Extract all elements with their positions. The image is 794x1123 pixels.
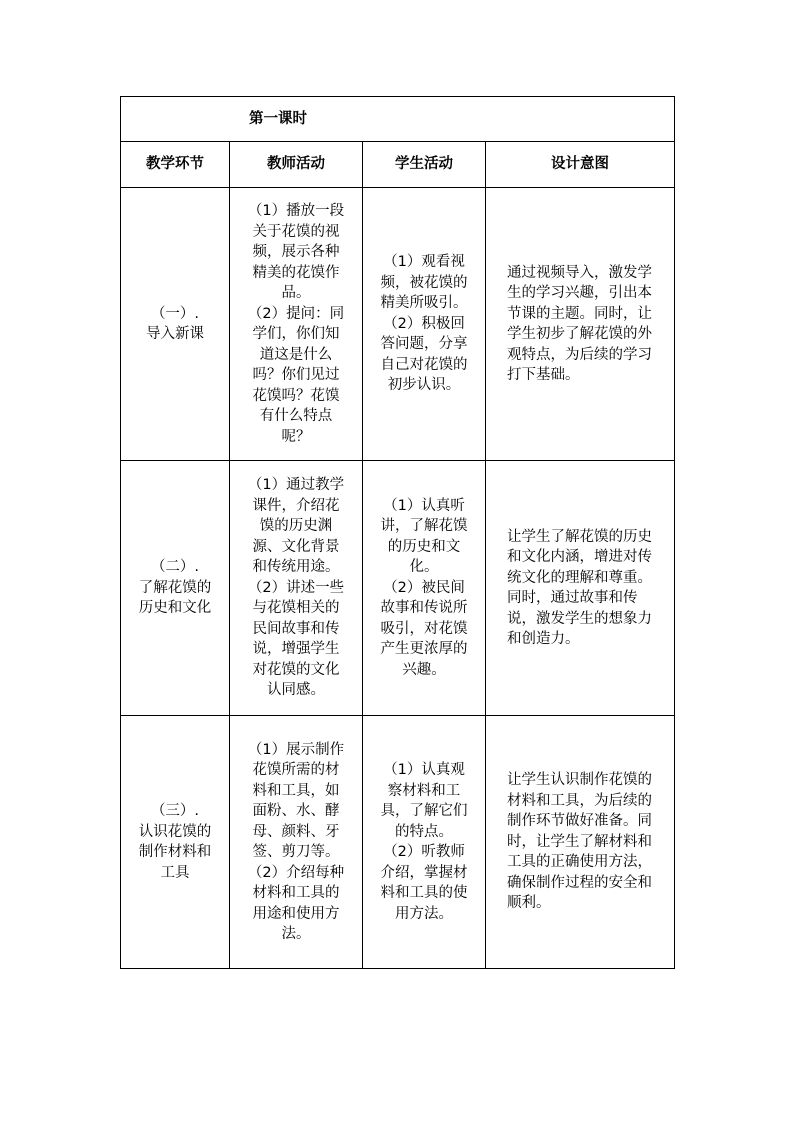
student-activity-item: （1）认真听讲，了解花馍的历史和文化。 bbox=[380, 497, 468, 576]
header-student: 学生活动 bbox=[363, 142, 486, 188]
student-activity-item: （2）被民间故事和传说所吸引，对花馍产生更浓厚的兴趣。 bbox=[380, 579, 468, 678]
header-stage: 教学环节 bbox=[121, 142, 230, 188]
stage-cell: （一）. 导入新课 bbox=[121, 188, 230, 461]
table-row bbox=[121, 188, 675, 461]
student-activity-item: （1）观看视频，被花馍的精美所吸引。 bbox=[380, 254, 468, 312]
title-row bbox=[121, 97, 675, 142]
teacher-activity-cell bbox=[230, 716, 363, 969]
teacher-activity-item: （2）介绍每种材料和工具的用途和使用方法。 bbox=[247, 864, 345, 942]
teacher-activity-item: （2）提问：同学们，你们知道这是什么吗？你们见过花馍吗？花馍有什么特点呢？ bbox=[247, 305, 345, 445]
student-activity-cell bbox=[363, 188, 486, 461]
student-activity-item: （2）积极回答问题，分享自己对花馍的初步认识。 bbox=[380, 315, 468, 394]
design-intent-cell: 让学生认识制作花馍的材料和工具，为后续的制作环节做好准备。同时，让学生了解材料和工具的正确使用方法，确保制作过程的安全和顺利。 bbox=[486, 716, 675, 969]
header-design: 设计意图 bbox=[486, 142, 675, 188]
header-teacher: 教师活动 bbox=[230, 142, 363, 188]
stage-cell: （三）. 认识花馍的制作材料和工具 bbox=[121, 716, 230, 969]
header-row bbox=[121, 142, 675, 188]
table-row bbox=[121, 716, 675, 969]
teacher-activity-cell bbox=[230, 188, 363, 461]
teacher-activity-item: （1）通过教学课件，介绍花馍的历史渊源、文化背景和传统用途。 bbox=[247, 477, 345, 576]
teacher-activity-item: （2）讲述一些与花馍相关的民间故事和传说，增强学生对花馍的文化认同感。 bbox=[247, 579, 345, 699]
teacher-activity-cell bbox=[230, 461, 363, 716]
design-intent-cell: 让学生了解花馍的历史和文化内涵，增进对传统文化的理解和尊重。同时，通过故事和传说，激发学生的想象力和创造力。 bbox=[486, 461, 675, 716]
teacher-activity-item: （1）播放一段关于花馍的视频，展示各种精美的花馍作品。 bbox=[247, 203, 345, 301]
design-intent-cell: 通过视频导入，激发学生的学习兴趣，引出本节课的主题。同时，让学生初步了解花馍的外观特点，为后续的学习打下基础。 bbox=[486, 188, 675, 461]
lesson-title: 第一课时 bbox=[121, 97, 675, 142]
student-activity-cell bbox=[363, 716, 486, 969]
student-activity-item: （2）听教师介绍，掌握材料和工具的使用方法。 bbox=[380, 844, 468, 922]
table-row bbox=[121, 461, 675, 716]
lesson-plan-table bbox=[120, 96, 675, 969]
student-activity-item: （1）认真观察材料和工具，了解它们的特点。 bbox=[380, 762, 468, 840]
teacher-activity-item: （1）展示制作花馍所需的材料和工具，如面粉、水、酵母、颜料、牙签、剪刀等。 bbox=[247, 741, 345, 860]
stage-cell: （二）. 了解花馍的历史和文化 bbox=[121, 461, 230, 716]
student-activity-cell bbox=[363, 461, 486, 716]
